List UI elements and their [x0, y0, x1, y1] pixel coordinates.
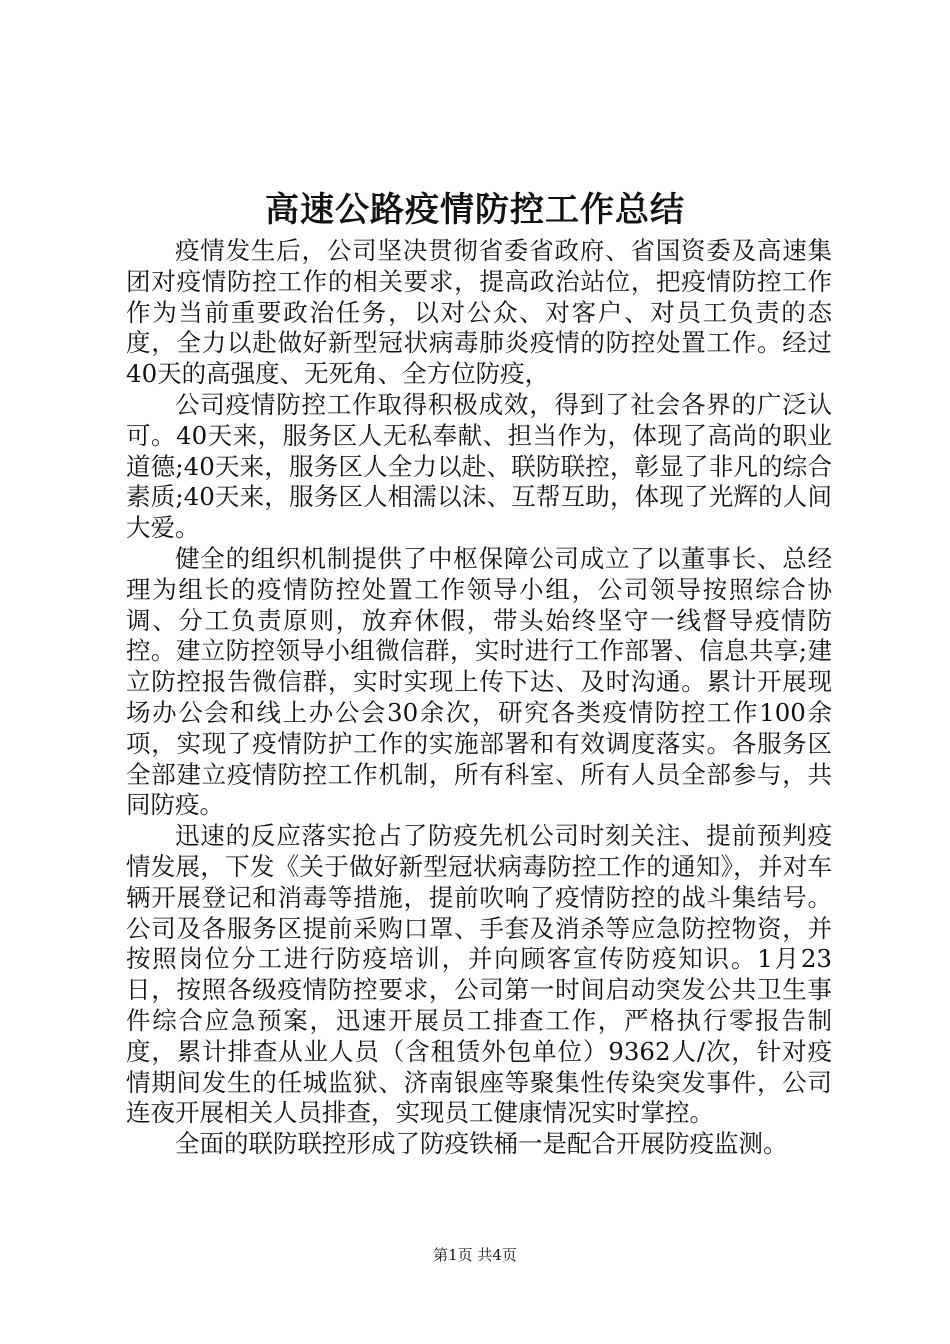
paragraph-5: 全面的联防联控形成了防疫铁桶一是配合开展防疫监测。	[175, 1129, 788, 1159]
paragraph-1: 疫情发生后，公司坚决贯彻省委省政府、省国资委及高速集团对疫情防控工作的相关要求，提高政治站位，把疫情防控工作作为当前重要政治任务，以对公众、对客户、对员工负责的态度，全力以赴做好新型冠状病毒肺炎疫情的防控处置工作。经过40天的高强度、无死角、全方位防疫，	[126, 236, 832, 389]
paragraph-4: 迅速的反应落实抢占了防疫先机公司时刻关注、提前预判疫情发展，下发《关于做好新型冠状病毒防控工作的通知》，并对车辆开展登记和消毒等措施，提前吹响了疫情防控的战斗集结号。公司及各服务区提前采购口罩、手套及消杀等应急防控物资，并按照岗位分工进行防疫培训，并向顾客宣传防疫知识。1月23日，按照各级疫情防控要求，公司第一时间启动突发公共卫生事件综合应急预案，迅速开展员工排查工作，严格执行零报告制度，累计排查从业人员（含租赁外包单位）9362人/次，针对疫情期间发生的任城监狱、济南银座等聚集性传染突发事件，公司连夜开展相关人员排查，实现员工健康情况实时掌控。	[126, 821, 832, 1128]
paragraph-3: 健全的组织机制提供了中枢保障公司成立了以董事长、总经理为组长的疫情防控处置工作领导小组，公司领导按照综合协调、分工负责原则，放弃休假，带头始终坚守一线督导疫情防控。建立防控领导小组微信群，实时进行工作部署、信息共享;建立防控报告微信群，实时实现上传下达、及时沟通。累计开展现场办公会和线上办公会30余次，研究各类疫情防控工作100余项，实现了疫情防护工作的实施部署和有效调度落实。各服务区全部建立疫情防控工作机制，所有科室、所有人员全部参与，共同防疫。	[126, 543, 832, 820]
page-number-footer: 第1页 共4页	[433, 1246, 517, 1264]
document-title: 高速公路疫情防控工作总结	[265, 190, 685, 230]
paragraph-2: 公司疫情防控工作取得积极成效，得到了社会各界的广泛认可。40天来，服务区人无私奉献、担当作为，体现了高尚的职业道德;40天来，服务区人全力以赴、联防联控，彰显了非凡的综合素质;40天来，服务区人相濡以沫、互帮互助，体现了光辉的人间大爱。	[126, 389, 832, 543]
document-body	[126, 236, 832, 1160]
